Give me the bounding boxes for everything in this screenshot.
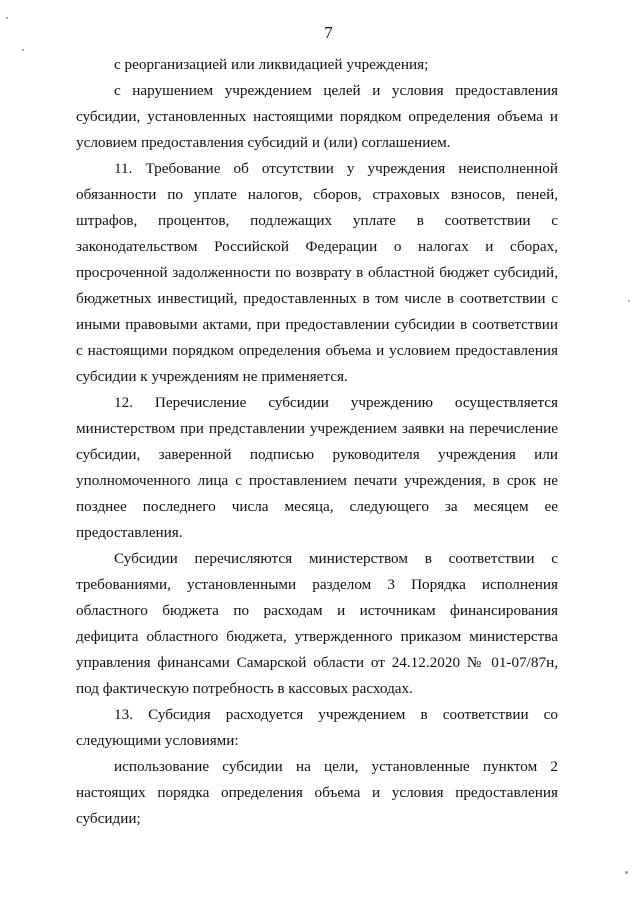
paragraph-transfer: Субсидии перечисляются министерством в соответствии с требованиями, установленными разделом 3 Порядка исполнения областного бюджета по расходам и источникам финансирования дефицита областного бюджета, утвержденного приказом министерства управления финансами Самарской области от 24.12.2020 № 01-07/87н, под фактическую потребность в кассовых расходах.	[76, 550, 558, 697]
paragraph-item-13: 13. Субсидия расходуется учреждением в соответствии со следующими условиями:	[76, 706, 558, 749]
scan-speck	[6, 17, 8, 19]
scan-speck	[628, 300, 630, 302]
paragraph-item-12: 12. Перечисление субсидии учреждению осуществляется министерством при представлении учреждением заявки на перечисление субсидии, заверенной подписью руководителя учреждения или уполномоченного лица с проставлением печати учреждения, в срок не позднее последнего числа месяца, следующего за месяцем ее предоставления.	[76, 394, 558, 541]
page-number: 7	[324, 23, 333, 42]
paragraph-reorganization: с реорганизацией или ликвидацией учреждения;	[114, 56, 429, 73]
document-body	[76, 52, 558, 832]
paragraph-violation: с нарушением учреждением целей и условия предоставления субсидии, установленных настоящими порядком определения объема и условием предоставления субсидий и (или) соглашением.	[76, 82, 558, 151]
scan-speck	[22, 49, 24, 51]
scan-speck	[625, 871, 628, 874]
paragraph-usage: использование субсидии на цели, установленные пунктом 2 настоящих порядка определения объема и условия предоставления субсидии;	[76, 758, 558, 827]
paragraph-item-11: 11. Требование об отсутствии у учреждения неисполненной обязанности по уплате налогов, сборов, страховых взносов, пеней, штрафов, процентов, подлежащих уплате в соответствии с законодательством Российской Федерации о налогах и сборах, просроченной задолженности по возврату в областной бюджет субсидий, бюджетных инвестиций, предоставленных в том числе в соответствии с иными правовыми актами, при предоставлении субсидии в соответствии с настоящими порядком определения объема и условием предоставления субсидии к учреждениям не применяется.	[76, 160, 558, 385]
